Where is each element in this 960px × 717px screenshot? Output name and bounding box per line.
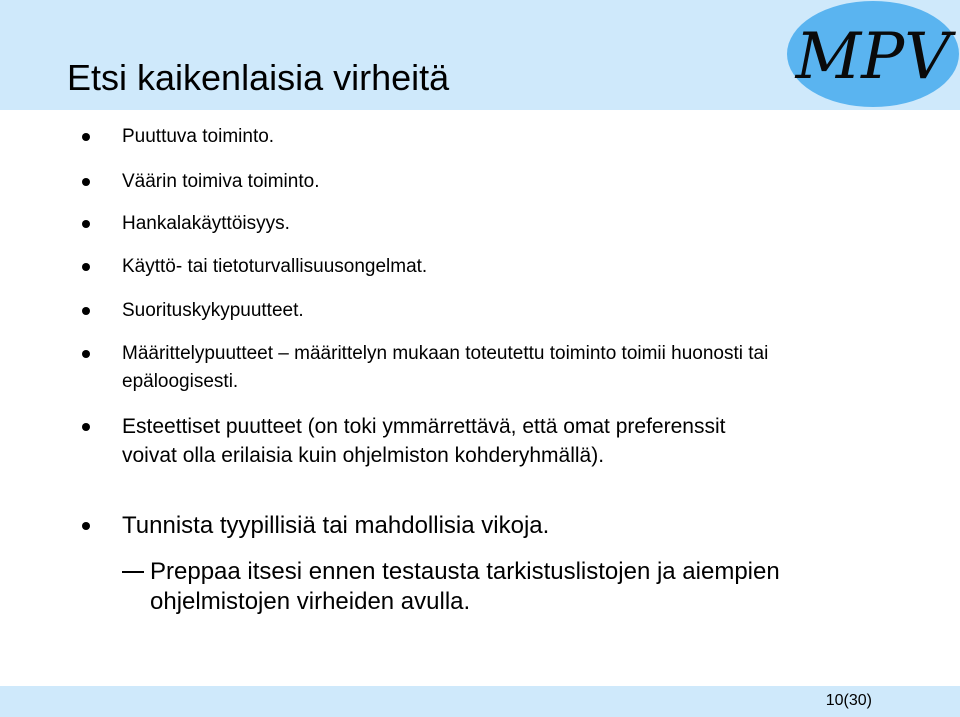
page-number: 10(30) (825, 692, 872, 709)
bullet-dot-icon (82, 307, 90, 315)
bullet-text: Määrittelypuutteet – määrittelyn mukaan toteutettu toiminto toimii huonosti tai epäloogisesti. (122, 343, 769, 392)
bullet-text: Tunnista tyypillisiä tai mahdollisia vikoja. (122, 512, 550, 539)
bullet-text: Esteettiset puutteet (on toki ymmärrettävä, että omat preferenssit voivat olla erilaisia kuin ohjelmiston kohderyhmällä). (122, 415, 726, 467)
bullet-dot-icon (82, 220, 90, 228)
footer-band (0, 686, 960, 717)
logo-text: MPV (795, 20, 951, 94)
bullet-dot-icon (82, 350, 90, 358)
bullet-dot-icon (82, 178, 90, 186)
bullet-dot-icon (82, 133, 90, 141)
bullet-text: Käyttö- tai tietoturvallisuusongelmat. (122, 256, 428, 277)
slide-title: Etsi kaikenlaisia virheitä (67, 57, 450, 98)
bullet-text: Suorituskykypuutteet. (122, 300, 304, 321)
sub-bullet-text: Preppaa itsesi ennen testausta tarkistuslistojen ja aiempien ohjelmistojen virheiden avulla. (150, 558, 780, 615)
bullet-text: Hankalakäyttöisyys. (122, 213, 290, 234)
dash-icon (122, 571, 144, 573)
bullet-dot-icon (82, 522, 90, 530)
bullet-text: Väärin toimiva toiminto. (122, 171, 320, 192)
bullet-text: Puuttuva toiminto. (122, 126, 275, 147)
bullet-dot-icon (82, 263, 90, 271)
bullet-dot-icon (82, 423, 90, 431)
